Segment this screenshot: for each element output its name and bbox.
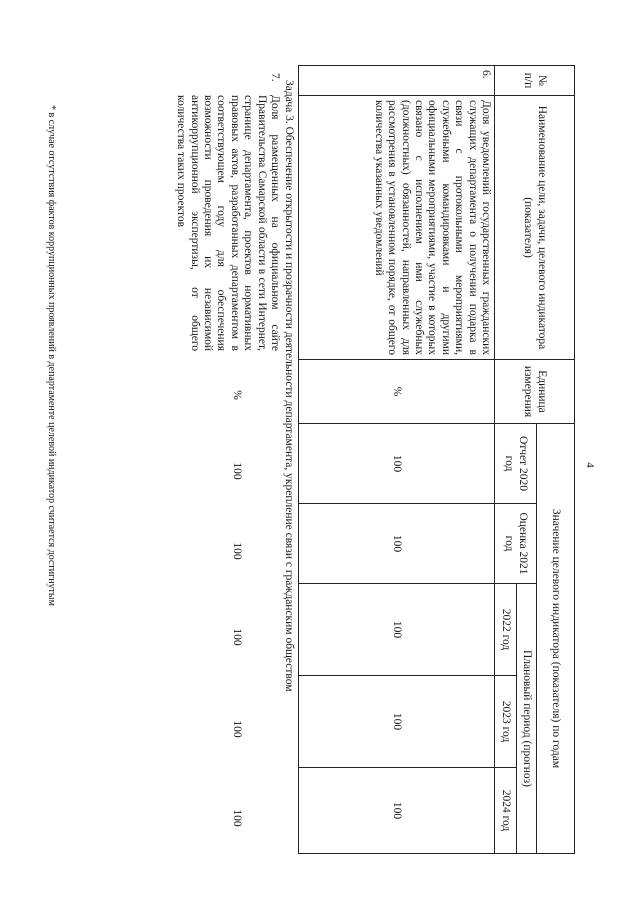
row7-value: 100 [231, 720, 243, 738]
row7-value: 100 [231, 628, 243, 646]
header-values-group: Значение целевого индикатора (показателя) по годам [537, 424, 575, 854]
header-2024: 2024 год [495, 768, 517, 854]
row6-value: 100 [299, 424, 495, 504]
task-3-heading: Задача 3. Обеспечение открытости и прозрачности деятельности департамента, укрепление связи с гражданским обществом [283, 80, 295, 692]
table-row [141, 65, 281, 825]
footnote: * в случае отсутствия фактов коррупционных проявлений в департаменте целевой индикатор считается достигнутым [46, 105, 57, 606]
row6-unit: % [299, 360, 495, 424]
header-name: Наименование цели, задачи, целевого индикатора (показателя) [495, 96, 575, 360]
header-plan-group: Плановый период (прогноз) [517, 584, 537, 854]
row7-value: 100 [231, 462, 243, 480]
row6-value: 100 [299, 504, 495, 584]
header-2022: 2022 год [495, 584, 517, 676]
page-number: 4 [584, 462, 596, 468]
row7-name: Доля размещенных на официальном сайте Правительства Самарской области в сети Интернет, странице департамента, проектов нормативных правовых актов, разработанных департаментом в соответствующем году для обеспечения возможности проведения их независимой антикоррупционной экспертизы, от общего количества таких проектов [175, 95, 281, 351]
row6-value: 100 [299, 584, 495, 676]
header-unit: Единица измерения [495, 360, 575, 424]
row7-value: 100 [231, 542, 243, 560]
row7-unit: % [231, 390, 243, 400]
header-num: № п/п [495, 66, 575, 96]
row6-value: 100 [299, 676, 495, 768]
row6-name: Доля уведомлений государственных гражданских служащих департамента о получении подарка в связи с протокольными мероприятиями, служебными командировками и другими официальными мероприятиями, участие в которых связано с исполнением ими служебных (должностных) обязанностей, направленных для рассмотрения в установленном порядке, от общего количества указанных уведомлений [299, 96, 495, 360]
row7-num: 7. [269, 73, 281, 82]
indicator-table [298, 65, 575, 854]
header-2023: 2023 год [495, 676, 517, 768]
row6-num: 6. [299, 66, 495, 96]
table-row [299, 66, 495, 854]
row6-value: 100 [299, 768, 495, 854]
row7-value: 100 [231, 809, 243, 827]
header-report-2020: Отчет 2020 год [495, 424, 537, 504]
header-row-1 [537, 66, 575, 854]
header-estimate-2021: Оценка 2021 год [495, 504, 537, 584]
